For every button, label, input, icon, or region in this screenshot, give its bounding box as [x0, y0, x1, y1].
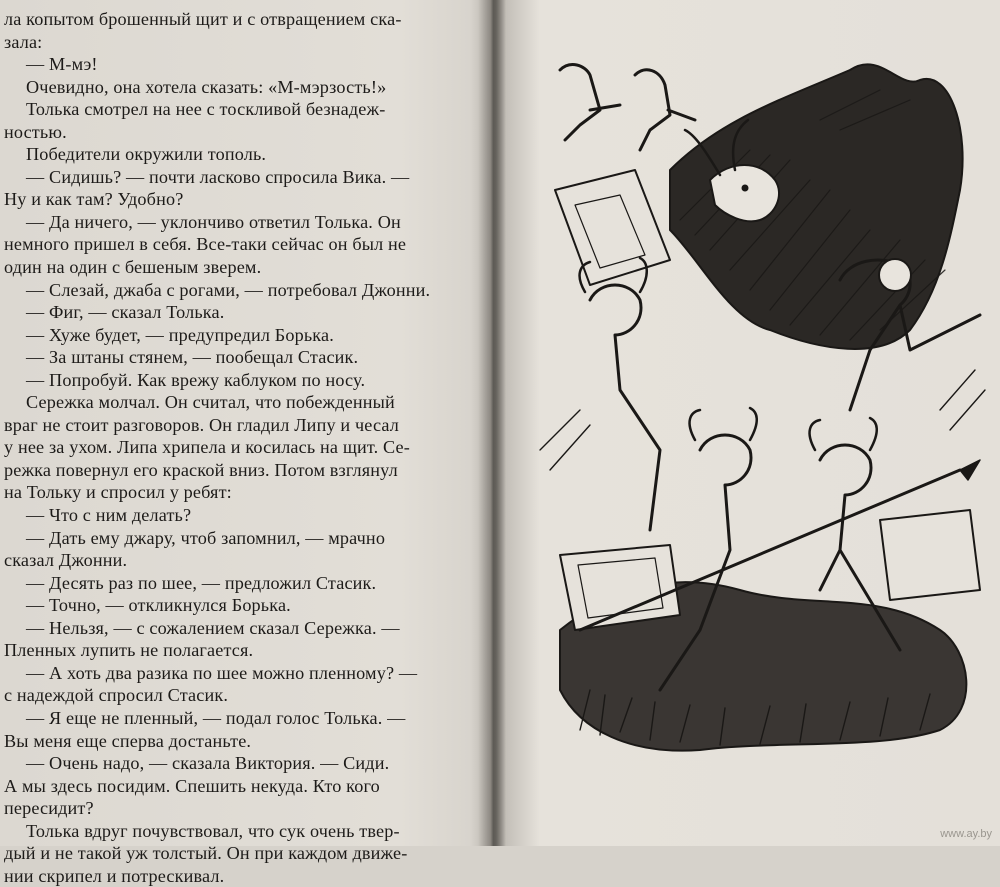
text-line: Сережка молчал. Он считал, что побежденный [26, 392, 395, 413]
ink-illustration [520, 30, 990, 770]
text-line: на Тольку и спросил у ребят: [4, 482, 232, 503]
text-line: Пленных лупить не полагается. [4, 640, 254, 661]
text-line: Ну и как там? Удобно? [4, 189, 184, 210]
text-line: сказал Джонни. [4, 550, 128, 571]
text-line: — Фиг, — сказал Толька. [26, 302, 225, 323]
text-line: — А хоть два разика по шее можно пленному? — [26, 662, 418, 683]
running-figure-1 [560, 65, 620, 140]
text-line: — Хуже будет, — предупредил Борька. [26, 324, 334, 345]
text-line: нии скрипел и потрескивал. [4, 865, 225, 886]
text-line: — Дать ему джару, чтоб запомнил, — мрачно [26, 527, 386, 548]
text-line: — Очень надо, — сказала Виктория. — Сиди. [26, 753, 390, 774]
text-line: — Десять раз по шее, — предложил Стасик. [26, 572, 377, 593]
text-line: враг не стоит разговоров. Он гладил Липу и чесал [4, 414, 399, 435]
text-line: у нее за ухом. Липа хрипела и косилась на щит. Се- [4, 437, 410, 458]
page-text [4, 8, 474, 887]
text-line: — Нельзя, — с сожалением сказал Сережка. — [26, 617, 400, 638]
text-line: Толька смотрел на нее с тоскливой безнадеж- [26, 99, 386, 120]
shield-bottom [560, 545, 680, 630]
text-line: Толька вдруг почувствовал, что сук очень твер- [26, 820, 400, 841]
watermark: www.ay.by [940, 828, 992, 840]
child-left [590, 285, 660, 530]
shield-right [880, 510, 980, 600]
text-line: — За штаны стянем, — пообещал Стасик. [26, 347, 359, 368]
text-line: один на один с бешеным зверем. [4, 257, 262, 278]
text-line: А мы здесь посидим. Спешить некуда. Кто кого [4, 775, 380, 796]
text-line: Победители окружили тополь. [26, 144, 267, 165]
text-line: — Сидишь? — почти ласково спросила Вика. — [26, 166, 410, 187]
text-line: дый и не такой уж толстый. Он при каждом движе- [4, 843, 408, 864]
text-line: с надеждой спросил Стасик. [4, 685, 229, 706]
text-line: ла копытом брошенный щит и с отвращением ска- [4, 9, 402, 29]
text-line: — Попробуй. Как врежу каблуком по носу. [26, 369, 366, 390]
text-line: — Да ничего, — уклончиво ответил Толька. Он [26, 211, 401, 232]
text-line: Очевидно, она хотела сказать: «М-мэрзость!» [26, 76, 387, 97]
left-page [0, 0, 490, 886]
text-line: — Что с ним делать? [26, 505, 192, 526]
text-line: — Я еще не пленный, — подал голос Толька. — [26, 707, 406, 728]
text-line: — М-мэ! [26, 54, 98, 75]
text-line: режка повернул его краской вниз. Потом взглянул [4, 459, 398, 480]
text-line: пересидит? [4, 798, 94, 819]
text-line: — Слезай, джаба с рогами, — потребовал Джонни. [26, 279, 431, 300]
text-line: немного пришел в себя. Все-таки сейчас он был не [4, 234, 407, 255]
text-line: Вы меня еще сперва достаньте. [4, 730, 252, 751]
right-page [500, 0, 1000, 846]
text-line: ностью. [4, 121, 67, 142]
running-figure-2 [635, 70, 695, 150]
text-line: зала: [4, 31, 43, 52]
shield-top [555, 170, 670, 285]
text-line: — Точно, — откликнулся Борька. [26, 595, 291, 616]
